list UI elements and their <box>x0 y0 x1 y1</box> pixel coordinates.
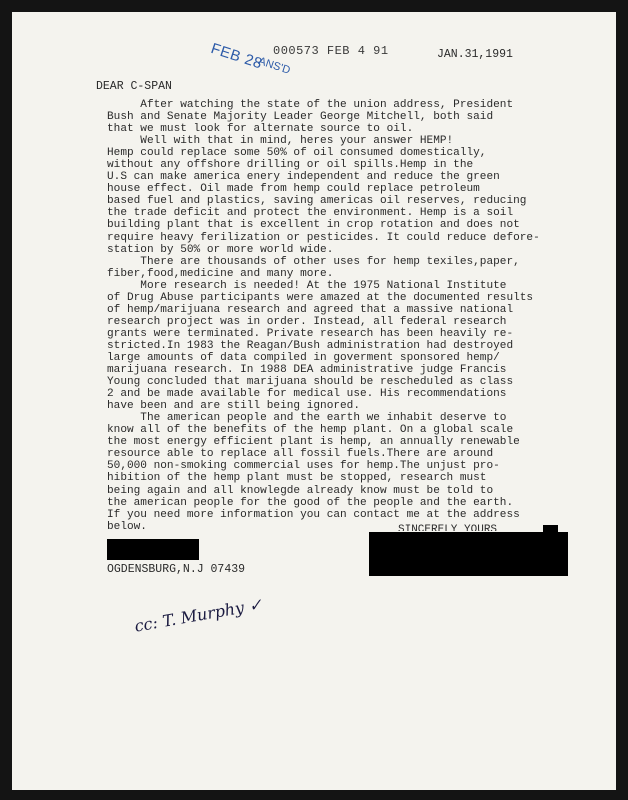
document-number-stamp: 000573 FEB 4 91 <box>273 44 389 58</box>
body-line: Well with that in mind, heres your answer HEMP! <box>107 135 454 148</box>
body-line: building plant that is excellent in crop rotation and does not <box>107 219 520 232</box>
body-line: Bush and Senate Majority Leader George Mitchell, both said <box>107 111 494 124</box>
body-line: research project was in order. Instead, all federal research <box>107 315 507 328</box>
body-line: station by 50% or more world wide. <box>107 243 334 256</box>
body-line: below. <box>107 520 147 533</box>
received-stamp: FEB 28 <box>208 40 265 73</box>
body-line: have been and are still being ignored. <box>107 400 360 413</box>
redacted-sender-name <box>107 539 199 560</box>
body-line: of hemp/marijuana research and agreed that a massive national <box>107 303 514 316</box>
body-line: know all of the benefits of the hemp plant. On a global scale <box>107 424 514 437</box>
body-line: the american people for the good of the people and the earth. <box>107 496 514 509</box>
body-line: of Drug Abuse participants were amazed at the documented results <box>107 291 534 304</box>
body-line: large amounts of data compiled in goverment sponsored hemp/ <box>107 351 500 364</box>
body-line: hibition of the hemp plant must be stopped, research must <box>107 472 487 485</box>
body-line: that we must look for alternate source to oil. <box>107 123 414 136</box>
body-line: without any offshore drilling or oil spills.Hemp in the <box>107 159 474 172</box>
body-line: based fuel and plastics, saving americas oil reserves, reducing <box>107 195 527 208</box>
body-line: being again and all knowlegde already know must be told to <box>107 484 494 497</box>
body-line: stricted.In 1983 the Reagan/Bush administration had destroyed <box>107 339 514 352</box>
body-line: fiber,food,medicine and many more. <box>107 267 334 280</box>
closing: SINCERELY YOURS <box>398 524 498 531</box>
sender-city: OGDENSBURG,N.J 07439 <box>107 563 246 576</box>
body-line: marijuana research. In 1988 DEA administrative judge Francis <box>107 364 507 377</box>
redacted-signature <box>369 532 568 576</box>
body-line: 2 and be made available for medical use. His recommendations <box>107 388 507 401</box>
body-line: Hemp could replace some 50% of oil consumed domestically, <box>107 147 487 160</box>
body-line: house effect. Oil made from hemp could replace petroleum <box>107 183 480 196</box>
body-line: U.S can make america enery independent and reduce the green <box>107 171 500 184</box>
body-line: The american people and the earth we inhabit deserve to <box>107 412 507 425</box>
body-line: Young concluded that marijuana should be rescheduled as class <box>107 376 514 389</box>
body-line: the most energy efficient plant is hemp, an annually renewable <box>107 436 520 449</box>
body-line: After watching the state of the union address, President <box>107 99 514 111</box>
salutation: DEAR C-SPAN <box>96 80 172 93</box>
body-line: There are thousands of other uses for hemp texiles,paper, <box>107 255 520 268</box>
body-line: More research is needed! At the 1975 National Institute <box>107 279 507 292</box>
body-line: resource able to replace all fossil fuels.There are around <box>107 448 494 461</box>
body-line: the trade deficit and protect the environment. Hemp is a soil <box>107 207 514 220</box>
body-line: 50,000 non-smoking commercial uses for hemp.The unjust pro- <box>107 460 500 473</box>
letter-date: JAN.31,1991 <box>437 48 513 61</box>
body-line: If you need more information you can contact me at the address <box>107 508 520 521</box>
body-line: grants were terminated. Private research has been heavily re- <box>107 327 514 340</box>
letter-body <box>107 99 577 533</box>
body-line: require heavy ferilization or pesticides. It could reduce defore- <box>107 231 540 244</box>
answered-stamp: ANS'D <box>256 55 292 77</box>
handwritten-cc-note: cc: T. Murphy ✓ <box>133 594 264 636</box>
